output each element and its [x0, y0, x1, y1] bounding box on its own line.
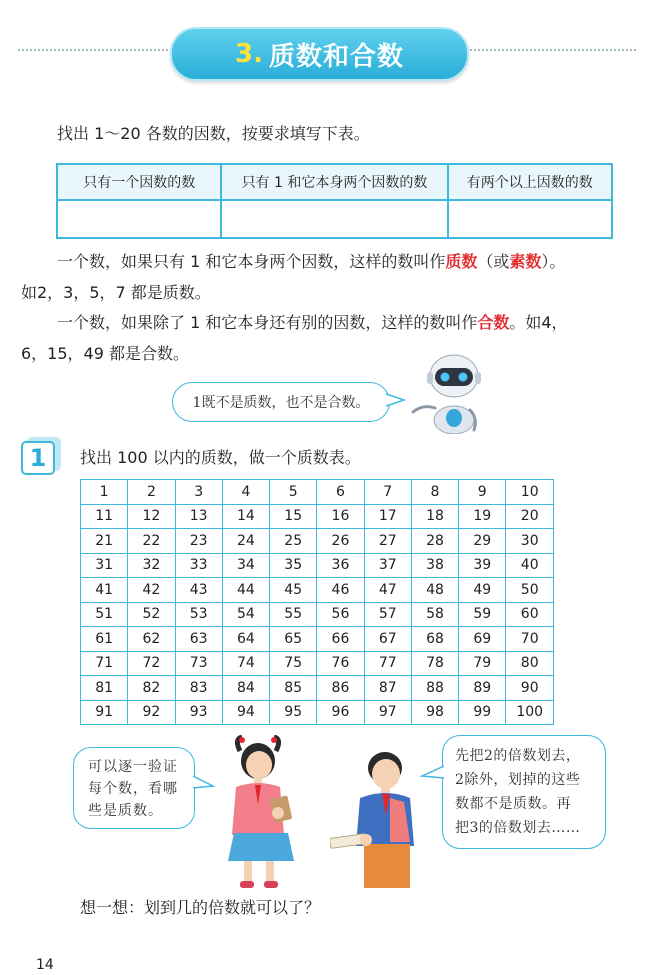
grid-row [81, 651, 554, 676]
robot-illustration [405, 352, 485, 434]
grid-cell[interactable]: 60 [506, 602, 554, 627]
grid-cell[interactable]: 14 [222, 504, 269, 529]
grid-row [81, 676, 554, 701]
grid-cell[interactable]: 76 [317, 651, 364, 676]
exercise-instruction: 找出 100 以内的质数，做一个质数表。 [80, 448, 361, 467]
grid-row [81, 627, 554, 652]
grid-cell[interactable]: 43 [175, 578, 222, 603]
grid-cell[interactable]: 34 [222, 553, 269, 578]
grid-cell[interactable]: 47 [364, 578, 411, 603]
think-question: 想一想：划到几的倍数就可以了？ [80, 898, 321, 917]
grid-cell[interactable]: 26 [317, 529, 364, 554]
grid-row [81, 504, 554, 529]
grid-cell[interactable]: 12 [128, 504, 175, 529]
prime-definition-line2: 如2，3，5，7 都是质数。 [21, 283, 211, 302]
grid-cell[interactable]: 93 [175, 700, 222, 725]
grid-cell[interactable]: 25 [270, 529, 317, 554]
grid-cell[interactable]: 55 [270, 602, 317, 627]
grid-cell[interactable]: 88 [411, 676, 458, 701]
grid-cell[interactable]: 50 [506, 578, 554, 603]
grid-cell[interactable]: 48 [411, 578, 458, 603]
girl-illustration [222, 735, 302, 890]
grid-cell[interactable]: 19 [459, 504, 506, 529]
grid-cell[interactable]: 56 [317, 602, 364, 627]
grid-cell[interactable]: 27 [364, 529, 411, 554]
grid-cell[interactable]: 35 [270, 553, 317, 578]
grid-cell[interactable]: 24 [222, 529, 269, 554]
grid-cell[interactable]: 16 [317, 504, 364, 529]
factor-table-answer-cell[interactable] [448, 200, 612, 238]
grid-row [81, 480, 554, 505]
grid-cell[interactable]: 97 [364, 700, 411, 725]
grid-row [81, 529, 554, 554]
composite-term: 合数 [477, 313, 510, 332]
grid-cell[interactable]: 78 [411, 651, 458, 676]
grid-cell[interactable]: 94 [222, 700, 269, 725]
grid-cell[interactable]: 11 [81, 504, 128, 529]
grid-cell[interactable]: 86 [317, 676, 364, 701]
grid-cell[interactable]: 89 [459, 676, 506, 701]
grid-cell[interactable]: 22 [128, 529, 175, 554]
robot-bubble-tail [386, 390, 406, 410]
grid-cell[interactable]: 10 [506, 480, 554, 505]
grid-cell[interactable]: 28 [411, 529, 458, 554]
grid-cell[interactable]: 85 [270, 676, 317, 701]
grid-cell[interactable]: 92 [128, 700, 175, 725]
grid-cell[interactable]: 58 [411, 602, 458, 627]
grid-cell[interactable]: 21 [81, 529, 128, 554]
grid-cell[interactable]: 54 [222, 602, 269, 627]
grid-cell[interactable]: 33 [175, 553, 222, 578]
grid-cell[interactable]: 52 [128, 602, 175, 627]
grid-cell[interactable]: 36 [317, 553, 364, 578]
grid-cell[interactable]: 37 [364, 553, 411, 578]
grid-cell[interactable]: 20 [506, 504, 554, 529]
prime-alt-term: 素数 [509, 252, 542, 271]
factor-table-answer-cell[interactable] [221, 200, 447, 238]
grid-cell[interactable]: 98 [411, 700, 458, 725]
grid-cell[interactable]: 75 [270, 651, 317, 676]
grid-cell[interactable]: 81 [81, 676, 128, 701]
grid-cell[interactable]: 29 [459, 529, 506, 554]
grid-cell[interactable]: 18 [411, 504, 458, 529]
factor-table-header-more-factors: 有两个以上因数的数 [448, 164, 612, 200]
grid-cell[interactable]: 5 [270, 480, 317, 505]
grid-cell[interactable]: 23 [175, 529, 222, 554]
grid-cell[interactable]: 67 [364, 627, 411, 652]
prime-definition-line1: 一个数，如果只有 1 和它本身两个因数，这样的数叫作质数（或素数）。 [57, 252, 566, 271]
grid-cell[interactable]: 15 [270, 504, 317, 529]
grid-cell[interactable]: 46 [317, 578, 364, 603]
grid-cell[interactable]: 64 [222, 627, 269, 652]
grid-cell[interactable]: 100 [506, 700, 554, 725]
exercise-number-badge [21, 437, 61, 475]
grid-cell[interactable]: 87 [364, 676, 411, 701]
grid-cell[interactable]: 72 [128, 651, 175, 676]
grid-cell[interactable]: 84 [222, 676, 269, 701]
composite-definition-line2: 6，15，49 都是合数。 [21, 344, 189, 363]
grid-cell[interactable]: 30 [506, 529, 554, 554]
boy-speech-bubble: 先把2的倍数划去， 2除外，划掉的这些 数都不是质数。再 把3的倍数划去…… [442, 735, 606, 849]
grid-cell[interactable]: 8 [411, 480, 458, 505]
grid-cell[interactable]: 13 [175, 504, 222, 529]
grid-cell[interactable]: 69 [459, 627, 506, 652]
page-number: 14 [36, 957, 54, 973]
grid-cell[interactable]: 59 [459, 602, 506, 627]
robot-bubble-text: 1既不是质数，也不是合数。 [192, 395, 370, 411]
grid-cell[interactable]: 6 [317, 480, 364, 505]
grid-cell[interactable]: 38 [411, 553, 458, 578]
composite-definition-line1: 一个数，如果除了 1 和它本身还有别的因数，这样的数叫作合数。如4， [57, 313, 568, 332]
grid-cell[interactable]: 74 [222, 651, 269, 676]
grid-cell[interactable]: 70 [506, 627, 554, 652]
boy-bubble-tail [420, 762, 444, 786]
grid-cell[interactable]: 62 [128, 627, 175, 652]
header-dots-right [470, 49, 636, 51]
grid-cell[interactable]: 90 [506, 676, 554, 701]
grid-cell[interactable]: 73 [175, 651, 222, 676]
section-title: 质数和合数 [268, 41, 404, 72]
grid-cell[interactable]: 57 [364, 602, 411, 627]
grid-row [81, 700, 554, 725]
grid-cell[interactable]: 82 [128, 676, 175, 701]
grid-cell[interactable]: 49 [459, 578, 506, 603]
grid-cell[interactable]: 7 [364, 480, 411, 505]
factor-table [56, 163, 613, 239]
grid-cell[interactable]: 96 [317, 700, 364, 725]
grid-row [81, 602, 554, 627]
intro-instruction: 找出 1～20 各数的因数，按要求填写下表。 [57, 124, 370, 143]
boy-illustration [330, 748, 425, 893]
grid-cell[interactable]: 80 [506, 651, 554, 676]
grid-cell[interactable]: 99 [459, 700, 506, 725]
grid-cell[interactable]: 53 [175, 602, 222, 627]
grid-cell[interactable]: 4 [222, 480, 269, 505]
grid-cell[interactable]: 45 [270, 578, 317, 603]
grid-cell[interactable]: 51 [81, 602, 128, 627]
grid-cell[interactable]: 91 [81, 700, 128, 725]
grid-cell[interactable]: 40 [506, 553, 554, 578]
grid-row [81, 553, 554, 578]
exercise-number: 1 [21, 441, 55, 475]
section-title-banner [170, 27, 469, 81]
grid-cell[interactable]: 31 [81, 553, 128, 578]
grid-cell[interactable]: 2 [128, 480, 175, 505]
hundred-grid [80, 479, 554, 725]
factor-table-answer-cell[interactable] [57, 200, 221, 238]
grid-cell[interactable]: 17 [364, 504, 411, 529]
grid-cell[interactable]: 68 [411, 627, 458, 652]
grid-cell[interactable]: 77 [364, 651, 411, 676]
grid-cell[interactable]: 42 [128, 578, 175, 603]
robot-speech-bubble [172, 382, 390, 422]
section-number: 3. [235, 39, 263, 69]
factor-table-header-one-factor: 只有一个因数的数 [57, 164, 221, 200]
header-dots-left [18, 49, 168, 51]
grid-cell[interactable]: 1 [81, 480, 128, 505]
grid-cell[interactable]: 3 [175, 480, 222, 505]
factor-table-header-two-factors: 只有 1 和它本身两个因数的数 [221, 164, 447, 200]
grid-cell[interactable]: 71 [81, 651, 128, 676]
girl-speech-bubble: 可以逐一验证 每个数，看哪 些是质数。 [73, 747, 195, 829]
grid-cell[interactable]: 83 [175, 676, 222, 701]
grid-cell[interactable]: 95 [270, 700, 317, 725]
grid-row [81, 578, 554, 603]
grid-cell[interactable]: 41 [81, 578, 128, 603]
girl-bubble-tail [193, 772, 217, 796]
grid-cell[interactable]: 63 [175, 627, 222, 652]
grid-cell[interactable]: 9 [459, 480, 506, 505]
grid-cell[interactable]: 65 [270, 627, 317, 652]
grid-cell[interactable]: 32 [128, 553, 175, 578]
grid-cell[interactable]: 39 [459, 553, 506, 578]
grid-cell[interactable]: 79 [459, 651, 506, 676]
grid-cell[interactable]: 44 [222, 578, 269, 603]
grid-cell[interactable]: 61 [81, 627, 128, 652]
grid-cell[interactable]: 66 [317, 627, 364, 652]
prime-term: 质数 [445, 252, 478, 271]
